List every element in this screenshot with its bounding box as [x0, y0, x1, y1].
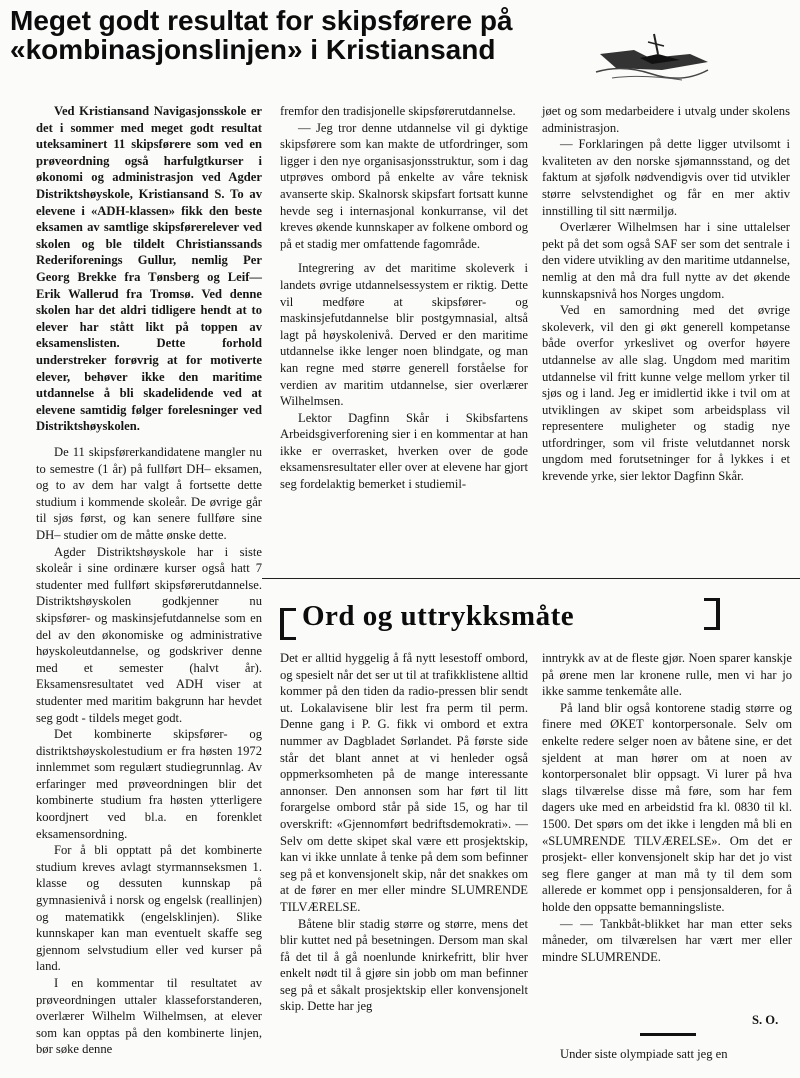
article-lead [36, 103, 262, 434]
body-paragraph: På land blir også kontorene stadig større og finere med ØKET kontorpersonale. Selv om enkelte redere selger noen av båtene sine, er det sjeldent at man hører om at noen av kontorpersonalet blir oppsagt. Vi lurer på hva slags tilværelse disse må føre, som har fem dagers uke med en arbeidstid fra kl. 0830 til kl. 1500. Det spørs om det ikke i lengden må bli en «SLUMRENDE TILVÆRELSE». Om det er prosjekt- eller konvensjonelt skip har det jo vist seg flere ganger at man må ty til dem som allerede er kommet opp i pensjonsalderen, for å holde den oppsatte bemanningsliste. [542, 700, 792, 914]
body-paragraph: jøet og som medarbeidere i utvalg under skolens administrasjon. [542, 104, 790, 135]
body-paragraph: For å bli opptatt på det kombinerte studium kreves avlagt styrmannseksmen 1. klasse og dessuten kunnskap på gymnasienivå i norsk og engelsk (reallinjen) og matematikk (engelsklinjen). Slike kunnskaper kan man eventuelt skaffe seg gjennom selvstudium eller ved kurser på land. [36, 843, 262, 974]
section-divider [262, 578, 800, 579]
section-title: Ord og uttrykksmåte [302, 600, 575, 632]
article-headline: Meget godt resultat for skipsførere på «kombinasjonslinjen» i Kristiansand [10, 5, 513, 65]
article2-column-2 [280, 650, 528, 1075]
article-column-3 [542, 103, 790, 553]
bracket-right [716, 598, 720, 630]
lead-paragraph: Ved Kristiansand Navigasjonsskole er det i sommer med meget godt resultat uteksaminert 11 skipsførere som ved en prøveordning også harfulgtkurser i økonomi og administrasjon ved Agder Distriktshøyskole, Kristiansand S. To av elevene i «ADH-klassen» fikk den beste eksamen av samtlige skipsførerelever ved skolen og ble tildelt Christianssands Rederiforenings Gullur, nemlig Per Georg Brekke fra Tønsberg og Leif—Erik Wallerud fra Tromsø. Ved denne skolen har det aldri tidligere hendt at to elever har stått likt på toppen av eksamenslisten. Dette forhold understreker forøvrig at for motiverte elever, behøver ikke den maritime utdannelse å bli skadelidende ved at elevene samtidig følger forelesninger ved Distriktshøyskolen. [36, 104, 262, 434]
body-paragraph: Integrering av det maritime skoleverk i landets øvrige utdannelsessystem er riktig. Dette vil medføre at skipsfører- og maskinsjefutdannelse blir postgymnasial, altså lagt på høyskolenivå. Derved er den maritime utdannelse ikke lenger noen blindgate, og man kan regne med større generell forståelse for verdien av maritim utdannelse, sier overlærer Wilhelmsen. [280, 261, 528, 409]
body-paragraph: Det er alltid hyggelig å få nytt lesestoff ombord, og spesielt når det ser ut til at trafikklistene alltid kommer på den tiden da radio-pressen blir sendt ut. Lokalavisene blir lest fra perm til perm. Denne gang i P. G. fikk vi ombord et extra nummer av Dagbladet Sørlandet. På første side står det blant annet at vi henleder også oppmerksomheten på de mange interessante annonser. Den annonsen som har ført til litt forargelse ombord står på side 15, og har til overskrift: «Gjennomført bedriftsdemokrati». — Selv om dette skipet skal være ett prosjektskip, kan vi ikke unnlate å tenke på dem som befinner seg på et konvensjonelt skip, når det snakkes om at de fører en mer eller mindre SLUMRENDE TILVÆRELSE. [280, 651, 528, 914]
bracket-right-top [704, 598, 720, 601]
bracket-left-bottom [280, 637, 296, 640]
body-paragraph: Overlærer Wilhelmsen har i sine uttalelser pekt på det som også SAF ser som det sentrale i den videre utvikling av den maritime utdannelse, nemlig at den må dra full nytte av det økende kunnskapsnivå hos Norges ungdom. [542, 220, 790, 301]
bracket-right-bottom [704, 627, 720, 630]
body-paragraph: inntrykk av at de fleste gjør. Noen sparer kanskje på ørene men lar kronene rulle, men vi har jo ikke samme tenkemåte alle. [542, 651, 792, 699]
article2-column-3 [542, 650, 792, 1012]
article-column-2 [280, 103, 528, 561]
body-paragraph: Ved en samordning med det øvrige skoleverk, vil den gi økt generell kompetanse både overfor yrkeslivet og overfor høyere utdannelse av alle slag. Ungdom med maritim utdannelse vil fritt kunne velge mellom yrker til sjøs og i land. Jeg er imidlertid ikke i tvil om at utviklingen av skipet som arbeidsplass vil representere muligheter og stadig nye utfordringer, som vil friste velutdannet norsk ungdom med forutsetninger for å lykkes i et krevende yrke, sier lektor Dagfinn Skår. [542, 303, 790, 484]
body-paragraph: Det kombinerte skipsfører- og distriktshøyskolestudium er fra høsten 1972 innlemmet som regulært studiegrunnlag. Av erfaringer med prøveordningen blir det kombinerte studium fra høsten ytterligere koordjnert ved bl.a. en forenklet eksamensordning. [36, 727, 262, 841]
bracket-left [280, 608, 284, 640]
body-paragraph: — Forklaringen på dette ligger utvilsomt i kvaliteten av den norske sjømannsstand, og det faktum at sjøfolk nødvendigvis over tid utvikler større selvstendighet og får en mer aktiv innstilling til sitt nærmiljø. [542, 137, 790, 218]
ship-vignette-illustration [592, 24, 712, 90]
bracket-left-top [280, 608, 296, 611]
end-rule [640, 1033, 696, 1036]
body-paragraph: Lektor Dagfinn Skår i Skibsfartens Arbeidsgiverforening sier i en kommentar at han ikke er overrasket, hverken over de gode eksamensresultater eller over at elevene har gjort seg fordelaktig bemerket i studiemil- [280, 410, 528, 492]
body-paragraph: De 11 skipsførerkandidatene mangler nu to semestre (1 år) på fullført DH– eksamen, og to av dem har valgt å fortsette dette studium i kommende skoleår. De øvrige går til sjøs først, og kan senere fullføre sine DH– studier om de måtte ønske dette. [36, 445, 262, 542]
article-column-1 [36, 444, 262, 1076]
body-paragraph: Båtene blir stadig større og større, mens det blir kuttet ned på besetningen. Dersom man skal få det til å gå noenlunde knirkefritt, blir hver enkelt nødt til å gjøre sin jobb om man befinner seg på et såkalt prosjektskip eller konvensjonelt skip. Dette har jeg [280, 916, 528, 1014]
next-article-start: Under siste olympiade satt jeg en [560, 1047, 728, 1061]
body-paragraph: I en kommentar til resultatet av prøveordningen uttaler klasseforstanderen, overlærer Wilhelm Wilhelmsen, at elever som kan opptas på den kombinerte linjen, bør søke denne [36, 976, 262, 1057]
body-paragraph: — — Tankbåt-blikket har man etter seks måneder, om tilværelsen har vært mer eller mindre SLUMRENDE. [542, 916, 792, 964]
section-heading-box [280, 598, 720, 638]
body-paragraph: — Jeg tror denne utdannelse vil gi dyktige skipsførere som kan makte de utfordringer, som ligger i den nye organisasjonsstruktur, som i dag utprøves ombord på enkelte av våre teknisk avanserte skip. Skalnorsk skipsfart fortsatt kunne hevde seg i internasjonal konkurranse, vil det kreves økende kunnskaper av folkene ombord og på et stadig mer omfattende fagområde. [280, 120, 528, 251]
body-paragraph: Agder Distriktshøyskole har i siste skoleår i sine ordinære kurser også hatt 7 studenter med fullført skipsførerutdannelse. Distriktshøyskolen godkjenner nu skipsfører- og maskinsjefutdannelse som en del av den økonomiske og administrative høyskoleutdannelse, og godskriver denne med et semester (halvt år). Eksamensresultatet ved ADH viser at studenter med maritim bakgrunn har hevdet seg godt - tildels meget godt. [36, 544, 262, 725]
body-paragraph: fremfor den tradisjonelle skipsførerutdannelse. [280, 104, 516, 118]
author-signature: S. O. [752, 1013, 779, 1027]
